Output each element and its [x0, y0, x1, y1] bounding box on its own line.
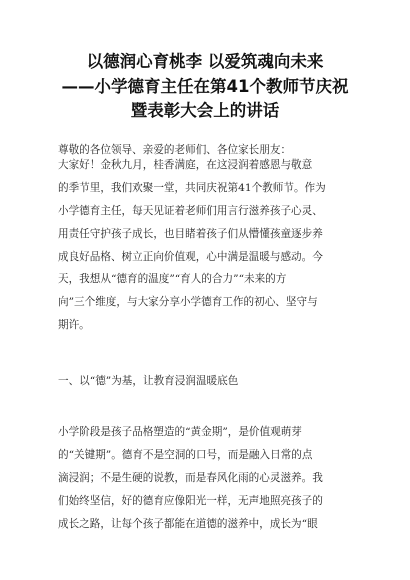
section-heading-text: 一、以“德”为基，让教育浸润温暖底色 — [58, 375, 239, 387]
paragraph-1-line: 用责任守护孩子成长，也目睹着孩子们从懵懂孩童逐步养 — [58, 227, 323, 240]
paragraph-1-line: 成良好品格、树立正向价值观，心中满是温暖与感动。今 — [58, 250, 323, 263]
paragraph-2-line: 们始终坚信，好的德育应像阳光一样，无声地照亮孩子的 — [58, 494, 323, 507]
paragraph-2-line: 的“关键期”。德育不是空洞的口号，而是融入日常的点 — [58, 448, 313, 461]
paragraph-1-line: 天，我想从“德育的温度”“育人的合力”“未来的方 — [58, 273, 287, 286]
paragraph-2-line: 成长之路，让每个孩子都能在道德的滋养中，成长为“眼 — [58, 517, 318, 530]
paragraph-2-line: 小学阶段是孩子品格塑造的“黄金期”，是价值观萌芽 — [58, 426, 302, 438]
document-title-line-1: 以德润心育桃李 以爱筑魂向未来 — [86, 52, 324, 71]
paragraph-2 — [58, 421, 358, 535]
paragraph-1 — [58, 154, 358, 337]
paragraph-1-line: 小学德育主任，每天见证着老师们用言行滋养孩子心灵、 — [58, 204, 323, 217]
greeting-text: 尊敬的各位领导、亲爱的老师们、各位家长朋友： — [58, 144, 292, 156]
document-title-line-3: 暨表彰大会上的讲话 — [130, 101, 280, 120]
document-title-line-2: ——小学德育主任在第41个教师节庆祝 — [61, 77, 349, 96]
section-heading — [58, 370, 358, 393]
paragraph-1-line: 的季节里，我们欢聚一堂，共同庆祝第41个教师节。作为 — [58, 181, 326, 194]
paragraph-1-line: 大家好！金秋九月，桂香满庭，在这浸润着感恩与敬意 — [58, 159, 313, 171]
paragraph-1-line: 期许。 — [58, 319, 90, 332]
paragraph-1-line: 向”三个维度，与大家分享小学德育工作的初心、坚守与 — [58, 296, 318, 309]
paragraph-2-line: 滴浸润；不是生硬的说教，而是春风化雨的心灵滋养。我 — [58, 471, 323, 484]
